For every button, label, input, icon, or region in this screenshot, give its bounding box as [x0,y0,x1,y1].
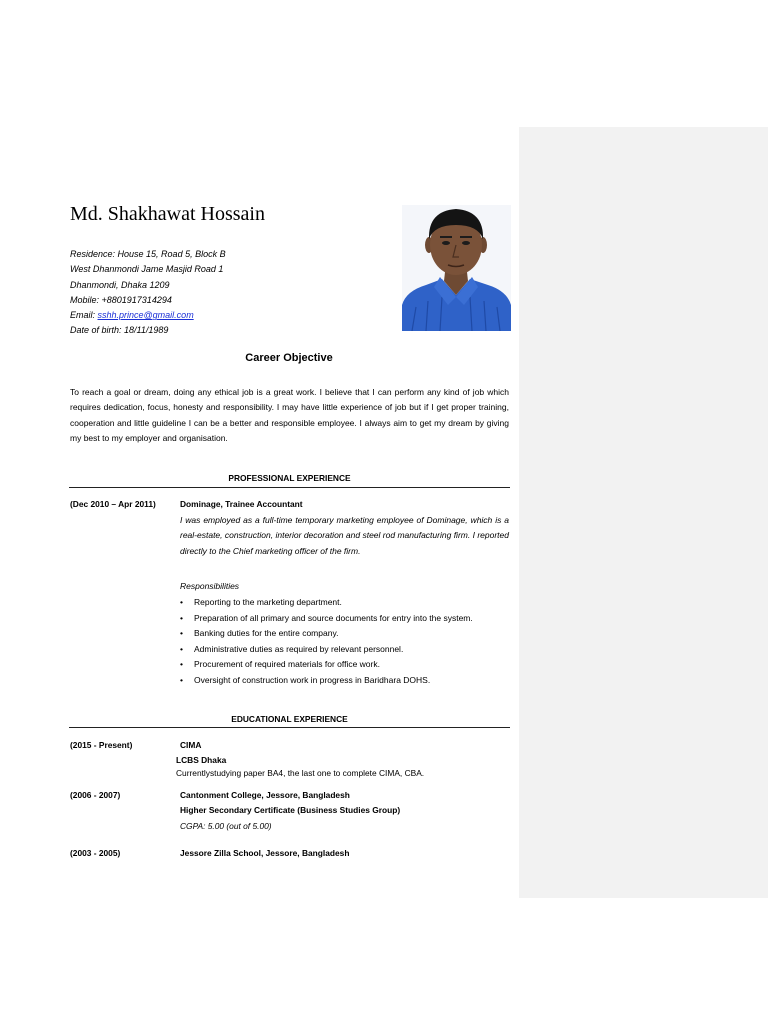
contact-address-line-3: Dhanmondi, Dhaka 1209 [70,279,170,290]
list-item: • Preparation of all primary and source documents for entry into the system. [180,611,509,627]
career-objective-text: To reach a goal or dream, doing any ethical job is a great work. I believe that I can perform any kind of job which requires dedication, focus, honesty and responsibility. I may have little experience of job but if I get proper training, cooperation and little guideline I can be a better and responsible employee. I always aim to get my dream by giving my best to my employer and organisation. [70,387,509,444]
bullet-icon: • [180,612,183,623]
contact-residence: Residence: House 15, Road 5, Block B [70,249,226,259]
edu-1-title: CIMA [180,740,202,750]
edu-1-date: (2015 - Present) [70,740,133,750]
list-item: • Oversight of construction work in progress in Baridhara DOHS. [180,673,509,689]
list-item: • Reporting to the marketing department. [180,595,509,611]
job-title: Dominage, Trainee Accountant [180,499,303,509]
contact-dob: Date of birth: 18/11/1989 [70,325,169,336]
bullet-icon: • [180,659,183,669]
career-objective-heading: Career Objective [245,352,333,364]
candidate-name: Md. Shakhawat Hossain [70,203,265,225]
edu-2-subtitle: Higher Secondary Certificate (Business Studies Group) [180,805,401,815]
bullet-icon: • [180,643,183,654]
list-item: • Banking duties for the entire company. [180,626,509,642]
edu-2-date: (2006 - 2007) [70,790,121,800]
contact-address-line-2: West Dhanmondi Jame Masjid Road 1 [70,264,224,275]
job-date: (Dec 2010 – Apr 2011) [70,499,156,509]
contact-block [70,247,226,339]
education-divider [69,727,510,728]
edu-3-date: (2003 - 2005) [70,848,121,858]
email-link[interactable]: sshh.prince@gmail.com [97,310,194,321]
edu-1-subtitle: LCBS Dhaka [176,755,227,765]
email-label: Email: [70,310,98,321]
edu-3-title: Jessore Zilla School, Jessore, Bangladesh [180,848,350,858]
bullet-icon: • [180,597,183,607]
responsibilities-label: Responsibilities [180,581,240,591]
edu-2-title: Cantonment College, Jessore, Bangladesh [180,790,350,800]
comment-markup-pane [519,127,768,898]
bullet-icon: • [180,628,183,638]
professional-divider [69,487,510,488]
professional-experience-heading: PROFESSIONAL EXPERIENCE [228,473,351,483]
responsibilities-list [180,595,509,688]
contact-email [70,308,226,323]
educational-experience-heading: EDUCATIONAL EXPERIENCE [231,714,348,724]
list-item: • Procurement of required materials for office work. [180,657,509,673]
job-description: I was employed as a full-time temporary marketing employee of Dominage, which is a real-estate, construction, interior decoration and steel rod manufacturing firm. I reported directly to the Chief marketing officer of the firm. [180,515,509,556]
bullet-icon: • [180,674,183,685]
edu-1-note: Currentlystudying paper BA4, the last one to complete CIMA, CBA. [176,768,425,778]
contact-mobile: Mobile: +8801917314294 [70,294,172,305]
profile-photo [402,205,511,331]
edu-2-note: CGPA: 5.00 (out of 5.00) [180,821,272,831]
list-item: • Administrative duties as required by relevant personnel. [180,642,509,658]
